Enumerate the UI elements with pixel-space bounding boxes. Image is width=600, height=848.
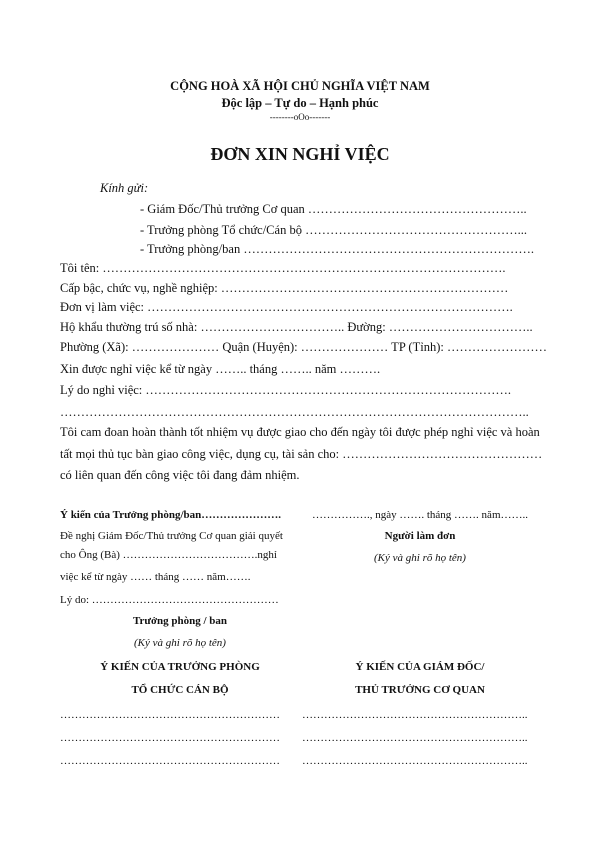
hr-opinion-title: Ý KIẾN CỦA TRƯỞNG PHÒNG — [100, 661, 260, 673]
field-rank: Cấp bậc, chức vụ, nghề nghiệp: …………………………………………………………… — [60, 281, 509, 295]
commitment-line: có liên quan đến công việc tôi đang đảm nhiệm. — [60, 468, 300, 482]
commitment-line: Tôi cam đoan hoàn thành tốt nhiệm vụ được giao cho đến ngày tôi được phép nghỉ việc và hoàn — [60, 425, 540, 439]
field-reason-continued: ………………………………………………………………………………………………….. — [60, 405, 529, 419]
applicant-date: ……………., ngày ……. tháng ……. năm…….. — [311, 509, 528, 521]
field-ward: Phường (Xã): ………………… Quận (Huyện): ………………… TP (Tỉnh): …………………… — [60, 340, 547, 354]
commitment-line: tất mọi thủ tục bàn giao công việc, dụng cụ, tài sản cho: ………………………………………… — [60, 447, 543, 461]
dept-opinion-line: Đề nghị Giám Đốc/Thủ trưởng Cơ quan giải quyết — [60, 530, 283, 542]
director-opinion-line: …………………………………………………….. — [302, 732, 528, 744]
dept-opinion-reason: Lý do: …………………………………………… — [60, 594, 279, 606]
addressee-dept-head: - Trưởng phòng/ban ……………………………………………………………. — [140, 242, 534, 256]
director-opinion-line: …………………………………………………….. — [302, 755, 528, 767]
hr-opinion-title: TỔ CHỨC CÁN BỘ — [131, 684, 229, 696]
addressee-director: - Giám Đốc/Thủ trưởng Cơ quan …………………………………………….. — [140, 202, 527, 216]
dept-opinion-heading: Ý kiến của Trưởng phòng/ban…………………. — [60, 509, 282, 521]
addressee-hr-head: - Trưởng phòng Tổ chức/Cán bộ ……………………………………………... — [140, 223, 527, 237]
national-motto: Độc lập – Tự do – Hạnh phúc — [221, 96, 379, 110]
applicant-sign-note: (Ký và ghi rõ họ tên) — [374, 552, 466, 564]
field-address: Hộ khẩu thường trú số nhà: …………………………….. Đường: …………………………….. — [60, 320, 533, 334]
applicant-title: Người làm đơn — [384, 530, 456, 542]
addressee-label: Kính gửi: — [100, 181, 149, 195]
page-title: ĐƠN XIN NGHỈ VIỆC — [210, 144, 390, 164]
hr-opinion-line: …………………………………………………… — [60, 709, 280, 721]
field-unit: Đơn vị làm việc: ……………………………………………………………………………. — [60, 300, 513, 314]
director-opinion-title: THỦ TRƯỞNG CƠ QUAN — [355, 684, 485, 696]
dept-opinion-line: cho Ông (Bà) ……………………………….nghỉ — [60, 549, 277, 561]
dept-opinion-line: việc kể từ ngày …… tháng …… năm……. — [60, 571, 251, 583]
field-name: Tôi tên: ……………………………………………………………………………………. — [60, 261, 506, 275]
hr-opinion-line: …………………………………………………… — [60, 755, 280, 767]
country-name: CỘNG HOÀ XÃ HỘI CHỦ NGHĨA VIỆT NAM — [170, 79, 430, 93]
director-opinion-line: …………………………………………………….. — [302, 709, 528, 721]
header-ornament: --------oOo------- — [269, 112, 331, 122]
field-request: Xin được nghỉ việc kể từ ngày …….. tháng …….. năm ………. — [60, 362, 381, 376]
hr-opinion-line: …………………………………………………… — [60, 732, 280, 744]
director-opinion-title: Ý KIẾN CỦA GIÁM ĐỐC/ — [355, 661, 485, 673]
dept-signer-title: Trưởng phòng / ban — [132, 615, 228, 627]
dept-sign-note: (Ký và ghi rõ họ tên) — [134, 637, 226, 649]
field-reason: Lý do nghỉ việc: ……………………………………………………………………………. — [60, 383, 512, 397]
